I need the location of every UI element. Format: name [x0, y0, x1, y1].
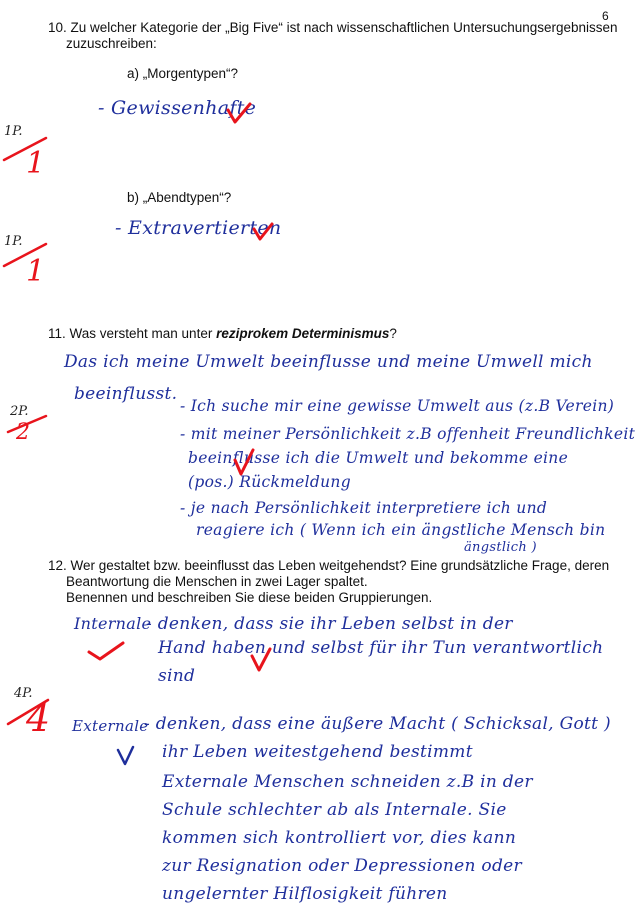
q12-grade-score: 4: [26, 696, 51, 740]
q12-internal-line1: - denken, dass sie ihr Leben selbst in der: [146, 614, 513, 634]
page-number: 6: [602, 9, 609, 23]
q11-bullet3-line1: - je nach Persönlichkeit interpretiere ich und: [180, 499, 548, 517]
q11-grade-points: 2P.: [10, 404, 29, 419]
q11-question-emphasis: reziprokem Determinismus: [216, 326, 390, 341]
q10-question-line2: zuzuschreiben:: [66, 36, 157, 51]
q10-answer-a: - Gewissenhafte: [98, 97, 257, 119]
q10a-grade-score: 1: [26, 146, 46, 181]
q12-question-line2: Beantwortung die Menschen in zwei Lager spaltet.: [66, 574, 368, 589]
q12-external-line7: ungelernter Hilflosigkeit führen: [162, 884, 448, 904]
q11-bullet2-line2: beeinflusse ich die Umwelt und bekomme eine: [188, 449, 569, 467]
check-mark-icon: [232, 446, 256, 478]
q12-external-line4: Schule schlechter ab als Internale. Sie: [162, 800, 507, 820]
q10a-grade-points: 1P.: [4, 124, 23, 139]
q11-question-prefix: 11. Was versteht man unter: [48, 326, 217, 341]
check-mark-icon: [86, 640, 126, 662]
q12-external-line6: zur Resignation oder Depressionen oder: [162, 856, 522, 876]
q12-external-line5: kommen sich kontrolliert vor, dies kann: [162, 828, 517, 848]
check-mark-icon: [226, 100, 252, 126]
q11-bullet2-line1: - mit meiner Persönlichkeit z.B offenheit Freundlichkeit: [180, 425, 636, 443]
q12-grade-points: 4P.: [14, 686, 33, 701]
q11-question-suffix: ?: [389, 326, 397, 341]
q11-bullet3-line3: ängstlich ): [464, 540, 537, 555]
q11-answer-line2: beeinflusst.: [74, 384, 178, 404]
q11-question: [48, 326, 397, 342]
q10-answer-b: - Extravertierten: [115, 217, 282, 239]
q12-internal-label: Internale: [74, 614, 152, 633]
check-mark-icon: [116, 744, 136, 768]
q11-answer-line1: Das ich meine Umwelt beeinflusse und meine Umwell mich: [64, 352, 593, 372]
check-mark-icon: [252, 220, 274, 242]
q12-internal-line2: Hand haben und selbst für ihr Tun verantwortlich: [158, 638, 604, 658]
q12-external-label: Externale: [72, 717, 149, 735]
q10-question-line1: 10. Zu welcher Kategorie der „Big Five“ ist nach wissenschaftlichen Untersuchungsergebnissen: [48, 20, 618, 35]
q12-question-line3: Benennen und beschreiben Sie diese beiden Gruppierungen.: [66, 590, 433, 605]
q10-part-b: b) „Abendtypen“?: [127, 190, 232, 205]
q12-external-line3: Externale Menschen schneiden z.B in der: [162, 772, 533, 792]
q12-internal-line3: sind: [158, 666, 196, 686]
q11-bullet1: - Ich suche mir eine gewisse Umwelt aus (z.B Verein): [180, 397, 615, 415]
q11-bullet2-line3: (pos.) Rückmeldung: [188, 473, 351, 491]
q10b-grade-points: 1P.: [4, 234, 23, 249]
q10-part-a: a) „Morgentypen“?: [127, 66, 239, 81]
q11-grade-score: 2: [16, 420, 30, 445]
q10b-grade-score: 1: [26, 254, 46, 289]
q12-external-line2: ihr Leben weitestgehend bestimmt: [162, 742, 473, 762]
q12-external-line1: - denken, dass eine äußere Macht ( Schicksal, Gott ): [144, 714, 611, 734]
q11-bullet3-line2: reagiere ich ( Wenn ich ein ängstliche Mensch bin: [196, 521, 606, 539]
q12-question-line1: 12. Wer gestaltet bzw. beeinflusst das Leben weitgehendst? Eine grundsätzliche Frage, deren: [48, 558, 610, 573]
check-mark-icon: [250, 646, 272, 674]
